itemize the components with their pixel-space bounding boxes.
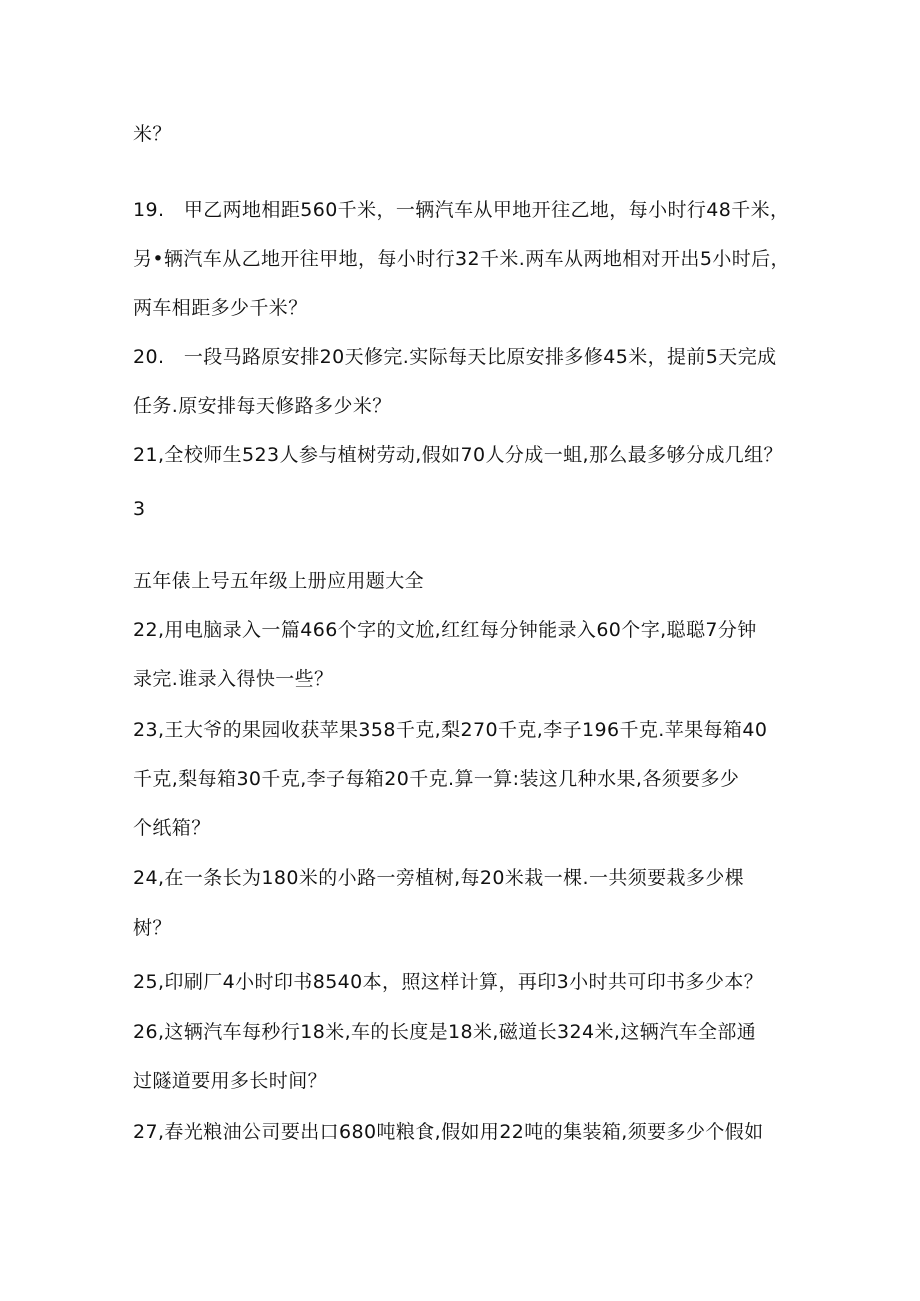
problem-24-line-2: 树？ (133, 917, 172, 939)
problem-24-line-1: 24,在一条长为180米的小路一旁植树,每20米栽一棵.一共须要栽多少棵 (133, 867, 745, 889)
problem-25-line-1: 25,印刷厂4小时印书8540本，照这样计算，再印3小时共可印书多少本？ (133, 971, 764, 993)
problem-20-line-2: 任务.原安排每天修路多少米？ (133, 395, 392, 417)
problem-26-line-1: 26,这辆汽车每秒行18米,车的长度是18米,磁道长324米,这辆汽车全部通 (133, 1021, 757, 1043)
problem-22-line-1: 22,用电脑录入一篇466个字的文尬,红红每分钟能录入60个字,聪聪7分钟 (133, 619, 757, 641)
section-header: 五年俵上号五年级上册应用题大全 (133, 570, 425, 592)
problem-20-line-1: 20. 一段马路原安排20天修完.实际每天比原安排多修45米，提前5天完成 (133, 346, 777, 368)
text-line: 米？ (133, 123, 172, 145)
problem-27-line-1: 27,春光粮油公司要出口680吨粮食,假如用22吨的集装箱,须要多少个假如 (133, 1121, 764, 1143)
problem-19-line-3: 两车相距多少千米？ (133, 297, 308, 319)
problem-26-line-2: 过隧道要用多长时间？ (133, 1070, 328, 1092)
problem-19-line-2: 另•辆汽车从乙地开往甲地，每小时行32千米.两车从两地相对开出5小时后， (133, 248, 790, 270)
problem-21-line-1: 21,全校师生523人参与植树劳动,假如70人分成一蛆,那么最多够分成几组？ (133, 444, 783, 466)
problem-23-line-2: 千克,梨每箱30千克,李子每箱20千克.算一算:装这几种水果,各须要多少 (133, 768, 740, 790)
page-number: 3 (133, 498, 146, 520)
problem-22-line-2: 录完.谁录入得快一些？ (133, 668, 334, 690)
problem-19-line-1: 19. 甲乙两地相距560千米，一辆汽车从甲地开往乙地，每小时行48千米， (133, 199, 790, 221)
problem-23-line-3: 个纸箱？ (133, 817, 211, 839)
problem-23-line-1: 23,王大爷的果园收获苹果358千克,梨270千克,李子196千克.苹果每箱40 (133, 719, 768, 741)
